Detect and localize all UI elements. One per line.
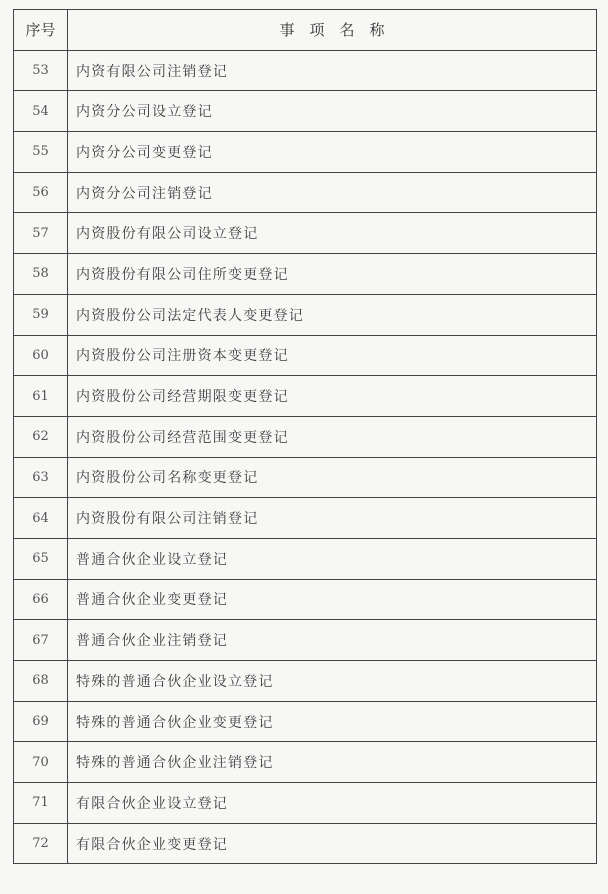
table-row — [14, 91, 597, 132]
table-row — [14, 661, 597, 702]
table-row — [14, 416, 597, 457]
column-header-index: 序号 — [14, 10, 68, 51]
table-row — [14, 172, 597, 213]
table-row — [14, 457, 597, 498]
row-number: 62 — [14, 416, 68, 457]
row-number: 66 — [14, 579, 68, 620]
row-number: 67 — [14, 620, 68, 661]
row-number: 59 — [14, 294, 68, 335]
column-header-name: 事 项 名 称 — [68, 10, 597, 51]
table-row — [14, 254, 597, 295]
table-row — [14, 335, 597, 376]
item-name: 有限合伙企业设立登记 — [68, 783, 597, 824]
item-name: 特殊的普通合伙企业变更登记 — [68, 701, 597, 742]
row-number: 71 — [14, 783, 68, 824]
item-name: 内资分公司注销登记 — [68, 172, 597, 213]
row-number: 53 — [14, 50, 68, 91]
table-row — [14, 538, 597, 579]
row-number: 63 — [14, 457, 68, 498]
table-row — [14, 213, 597, 254]
row-number: 65 — [14, 538, 68, 579]
table-row — [14, 620, 597, 661]
item-name: 内资股份公司名称变更登记 — [68, 457, 597, 498]
row-number: 61 — [14, 376, 68, 417]
item-name: 特殊的普通合伙企业设立登记 — [68, 661, 597, 702]
table-row — [14, 783, 597, 824]
table-row — [14, 823, 597, 864]
table-row — [14, 50, 597, 91]
item-name: 有限合伙企业变更登记 — [68, 823, 597, 864]
row-number: 54 — [14, 91, 68, 132]
item-name: 普通合伙企业注销登记 — [68, 620, 597, 661]
row-number: 70 — [14, 742, 68, 783]
item-name: 内资股份公司经营范围变更登记 — [68, 416, 597, 457]
item-name: 内资股份公司经营期限变更登记 — [68, 376, 597, 417]
item-name: 内资股份有限公司注销登记 — [68, 498, 597, 539]
table-row — [14, 701, 597, 742]
item-name: 内资股份有限公司住所变更登记 — [68, 254, 597, 295]
row-number: 55 — [14, 132, 68, 173]
item-name: 内资有限公司注销登记 — [68, 50, 597, 91]
table-row — [14, 376, 597, 417]
item-name: 普通合伙企业变更登记 — [68, 579, 597, 620]
item-name: 内资分公司设立登记 — [68, 91, 597, 132]
table-row — [14, 294, 597, 335]
row-number: 72 — [14, 823, 68, 864]
item-name: 特殊的普通合伙企业注销登记 — [68, 742, 597, 783]
item-name: 内资股份有限公司设立登记 — [68, 213, 597, 254]
table-row — [14, 132, 597, 173]
row-number: 69 — [14, 701, 68, 742]
registration-items-table — [13, 9, 597, 864]
table-row — [14, 498, 597, 539]
row-number: 58 — [14, 254, 68, 295]
row-number: 56 — [14, 172, 68, 213]
row-number: 64 — [14, 498, 68, 539]
item-name: 内资股份公司注册资本变更登记 — [68, 335, 597, 376]
row-number: 68 — [14, 661, 68, 702]
item-name: 内资股份公司法定代表人变更登记 — [68, 294, 597, 335]
table-header-row — [14, 10, 597, 51]
row-number: 57 — [14, 213, 68, 254]
table-row — [14, 742, 597, 783]
table-row — [14, 579, 597, 620]
row-number: 60 — [14, 335, 68, 376]
item-name: 内资分公司变更登记 — [68, 132, 597, 173]
item-name: 普通合伙企业设立登记 — [68, 538, 597, 579]
